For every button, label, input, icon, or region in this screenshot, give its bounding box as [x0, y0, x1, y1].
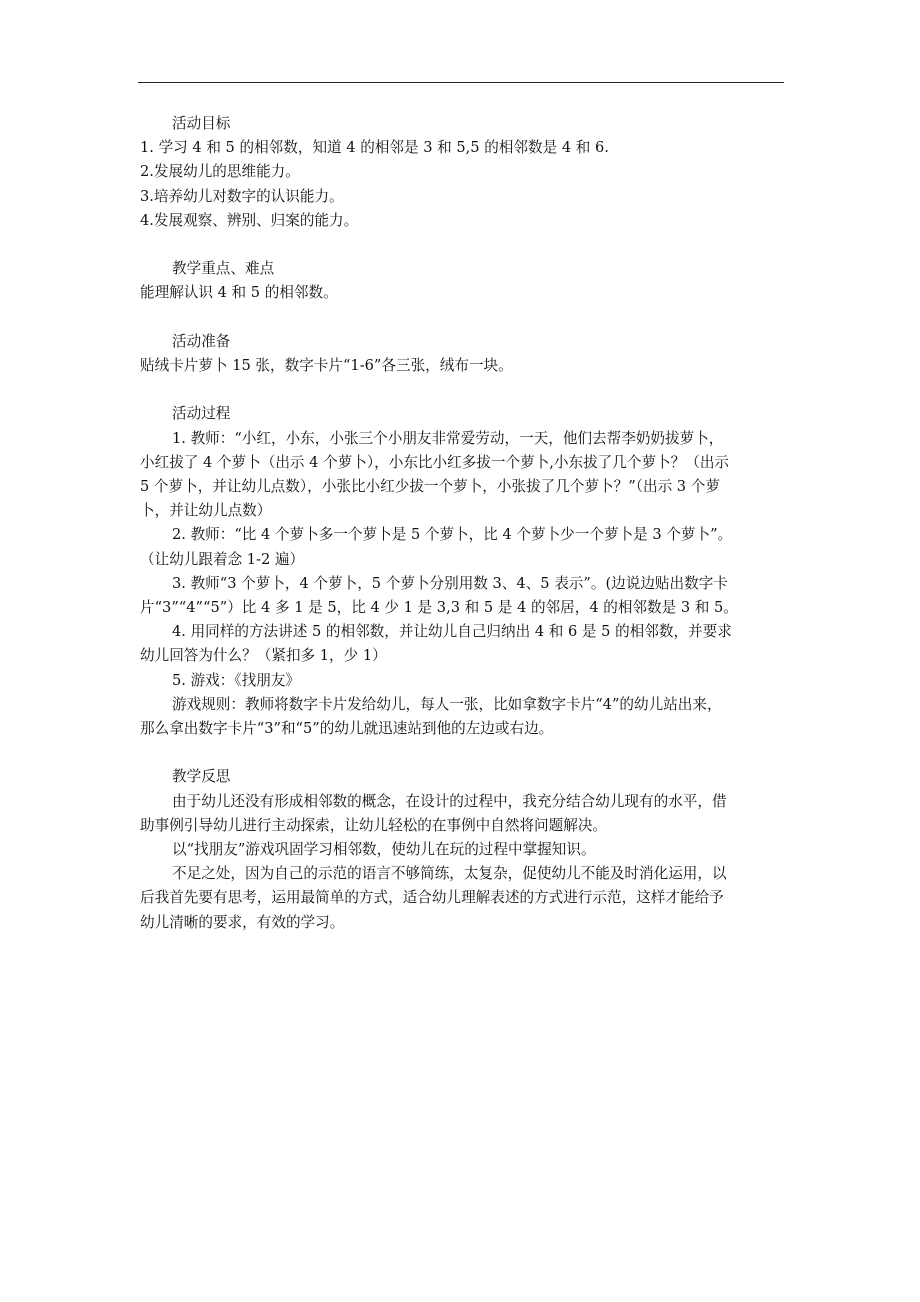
process-step3-line2: 片“3”“4”“5”）比 4 多 1 是 5，比 4 少 1 是 3,3 和 5 是 4 的邻居，4 的相邻数是 3 和 5。: [140, 599, 738, 617]
process-step1-line3: 5 个萝卜，并让幼儿点数），小张比小红少拔一个萝卜，小张拔了几个萝卜？”（出示 3 个萝: [140, 478, 720, 495]
process-step1-line1: 1. 教师：“小红，小东，小张三个小朋友非常爱劳动，一天，他们去帮李奶奶拔萝卜，: [172, 429, 724, 447]
process-step1-line4: 卜，并让幼儿点数）: [140, 502, 272, 520]
goal-item-3: 3.培养幼儿对数字的认识能力。: [140, 187, 344, 205]
reflection-p3-line1: 不足之处，因为自己的示范的语言不够简练，太复杂，促使幼儿不能及时消化运用，以: [172, 865, 727, 883]
reflection-p1-line2: 助事例引导幼儿进行主动探索，让幼儿轻松的在事例中自然将问题解决。: [140, 816, 608, 834]
goal-item-4: 4.发展观察、辨别、归案的能力。: [140, 211, 359, 229]
keypoints-text: 能理解认识 4 和 5 的相邻数。: [140, 284, 338, 302]
process-step3-line1: 3. 教师“3 个萝卜，4 个萝卜，5 个萝卜分别用数 3、4、5 表示”。(边说边贴出数字卡: [172, 574, 728, 592]
preparation-heading: 活动准备: [172, 332, 231, 350]
section-gap: [140, 306, 790, 330]
process-step5: 5. 游戏：《找朋友》: [172, 671, 301, 689]
process-rules-line1: 游戏规则：教师将数字卡片发给幼儿，每人一张，比如拿数字卡片“4”的幼儿站出来，: [172, 695, 722, 713]
section-gap: [140, 741, 790, 765]
header-rule: [138, 82, 784, 83]
reflection-p3-line2: 后我首先要有思考，运用最简单的方式，适合幼儿理解表述的方式进行示范，这样才能给予: [140, 889, 724, 907]
process-rules-line2: 那么拿出数字卡片“3”和“5”的幼儿就迅速站到他的左边或右边。: [140, 720, 554, 738]
reflection-p1-line1: 由于幼儿还没有形成相邻数的概念，在设计的过程中，我充分结合幼儿现有的水平，借: [172, 792, 727, 810]
preparation-text: 贴绒卡片萝卜 15 张，数字卡片“1-6”各三张，绒布一块。: [140, 357, 513, 374]
document-body: [140, 112, 790, 935]
goal-item-1: 1. 学习 4 和 5 的相邻数，知道 4 的相邻是 3 和 5,5 的相邻数是 4 和 6.: [140, 139, 609, 157]
process-step4-line2: 幼儿回答为什么？（紧扣多 1，少 1）: [140, 647, 387, 665]
section-gap: [140, 233, 790, 257]
process-heading: 活动过程: [172, 405, 231, 423]
process-step2-line1: 2. 教师：“比 4 个萝卜多一个萝卜是 5 个萝卜，比 4 个萝卜少一个萝卜是 3 个萝卜”。: [172, 526, 733, 544]
reflection-heading: 教学反思: [172, 768, 231, 786]
process-step1-line2: 小红拔了 4 个萝卜（出示 4 个萝卜），小东比小红多拔一个萝卜,小东拔了几个萝卜？（出示: [140, 453, 730, 471]
reflection-p3-line3: 幼儿清晰的要求，有效的学习。: [140, 913, 345, 931]
keypoints-heading: 教学重点、难点: [172, 260, 275, 278]
reflection-p2: 以“找朋友”游戏巩固学习相邻数，使幼儿在玩的过程中掌握知识。: [172, 841, 596, 859]
process-step2-line2: （让幼儿跟着念 1-2 遍）: [140, 550, 305, 568]
process-step4-line1: 4. 用同样的方法讲述 5 的相邻数，并让幼儿自己归纳出 4 和 6 是 5 的相邻数，并要求: [172, 623, 732, 641]
goals-heading: 活动目标: [172, 115, 231, 132]
goal-item-2: 2.发展幼儿的思维能力。: [140, 163, 300, 181]
section-gap: [140, 378, 790, 402]
